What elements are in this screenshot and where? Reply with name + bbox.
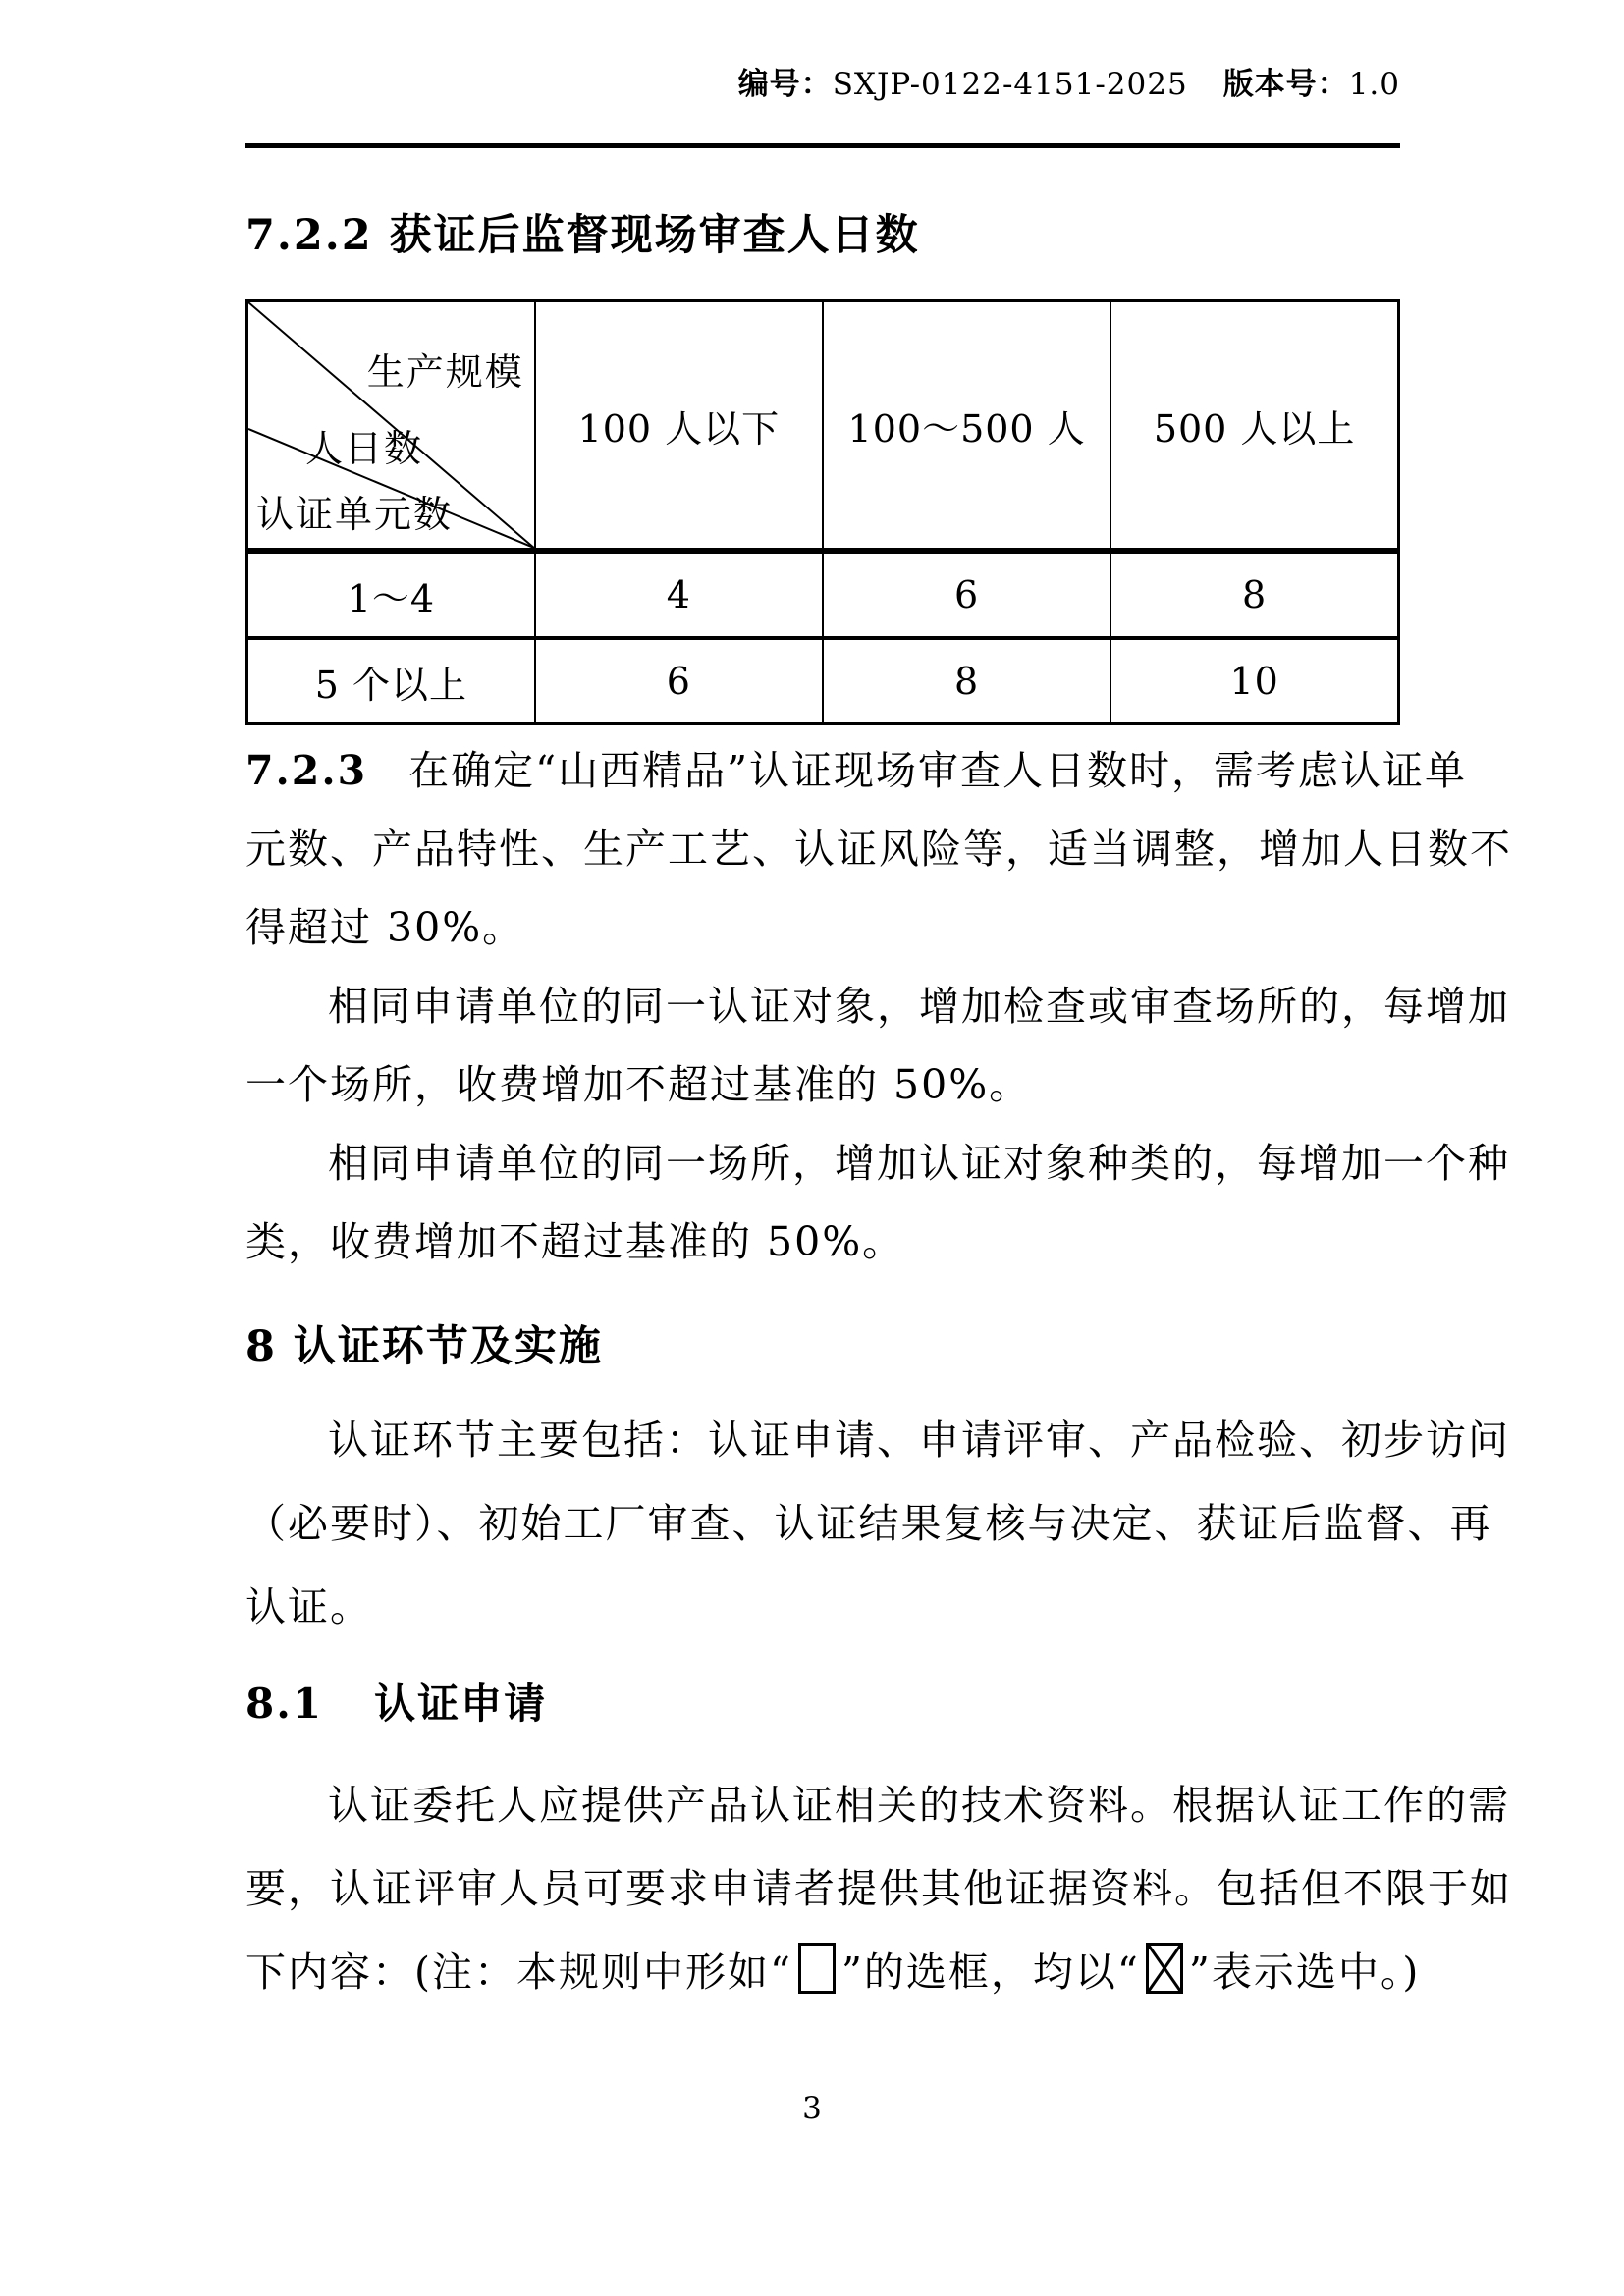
page-number: 3 [802,2091,822,2126]
text-line: 相同申请单位的同一场所，增加认证对象种类的，每增加一个种 [328,1140,1510,1187]
heading-7-2-2: 7.2.2 获证后监督现场审查人日数 [245,211,920,260]
row-label: 1～4 [247,551,535,638]
version-label: 版本号： [1222,67,1349,102]
text-run: 在确定“山西精品”认证现场审查人日数时，需考虑认证单 [408,747,1468,794]
table-cell: 10 [1110,638,1398,724]
text-run: ”表示选中。) [1188,1949,1421,1996]
row-label: 5 个以上 [247,638,535,724]
table-cell: 4 [535,551,823,638]
text-line: （必要时）、初始工厂审查、认证结果复核与决定、获证后监督、再 [245,1500,1492,1547]
column-header: 100 人以下 [535,301,823,552]
header-rule [245,143,1400,148]
text-run: 下内容：(注：本规则中形如“ [245,1949,792,1996]
table-cell: 8 [1110,551,1398,638]
text-line: 相同申请单位的同一认证对象，增加检查或审查场所的，每增加 [328,983,1510,1030]
code-label: 编号： [737,67,833,102]
empty-checkbox-icon [798,1943,836,1994]
text-line: 一个场所，收费增加不超过基准的 50%。 [245,1061,1032,1108]
text-line: 元数、产品特性、生产工艺、认证风险等，适当调整，增加人日数不 [245,826,1512,873]
text-line: 认证。 [245,1583,372,1630]
table-header-row [247,301,1399,552]
code-value: SXJP-0122-4151-2025 [832,67,1188,102]
corner-label-production-scale: 生产规模 [366,350,524,394]
text-line: 得超过 30%。 [245,904,525,951]
clause-number: 7.2.3 [245,747,368,794]
text-run: ”的选框，均以“ [840,1949,1140,1996]
table-cell: 6 [823,551,1110,638]
clause-number: 8.1 [245,1680,324,1728]
corner-label-unit-count: 认证单元数 [256,493,454,536]
table-row [247,638,1399,724]
checked-checkbox-icon [1146,1943,1183,1994]
note-line [245,1931,1421,2014]
paragraph-additional-sites [245,967,1510,1124]
column-header: 100～500 人 [823,301,1110,552]
table-corner-cell [247,301,535,552]
paragraph-7-2-3 [245,731,1512,967]
paragraph-additional-types [245,1124,1510,1281]
text-line: 类，收费增加不超过基准的 50%。 [245,1218,905,1265]
document-header [245,59,1400,103]
table-cell: 8 [823,638,1110,724]
text-line: 认证环节主要包括：认证申请、申请评审、产品检验、初步访问 [328,1416,1510,1464]
column-header: 500 人以上 [1110,301,1398,552]
text-line: 要，认证评审人员可要求申请者提供其他证据资料。包括但不限于如 [245,1865,1512,1912]
text-line: 认证委托人应提供产品认证相关的技术资料。根据认证工作的需 [328,1782,1510,1829]
heading-8-1 [245,1672,547,1731]
table-row [247,551,1399,638]
corner-label-person-days: 人日数 [305,427,424,470]
person-days-table [245,299,1400,725]
version-value: 1.0 [1348,67,1400,102]
heading-8: 8 认证环节及实施 [245,1322,603,1371]
text-line [245,731,1468,810]
paragraph-certification-steps [245,1399,1510,1649]
heading-title: 认证申请 [374,1680,548,1728]
table-cell: 6 [535,638,823,724]
paragraph-application [245,1764,1512,2014]
